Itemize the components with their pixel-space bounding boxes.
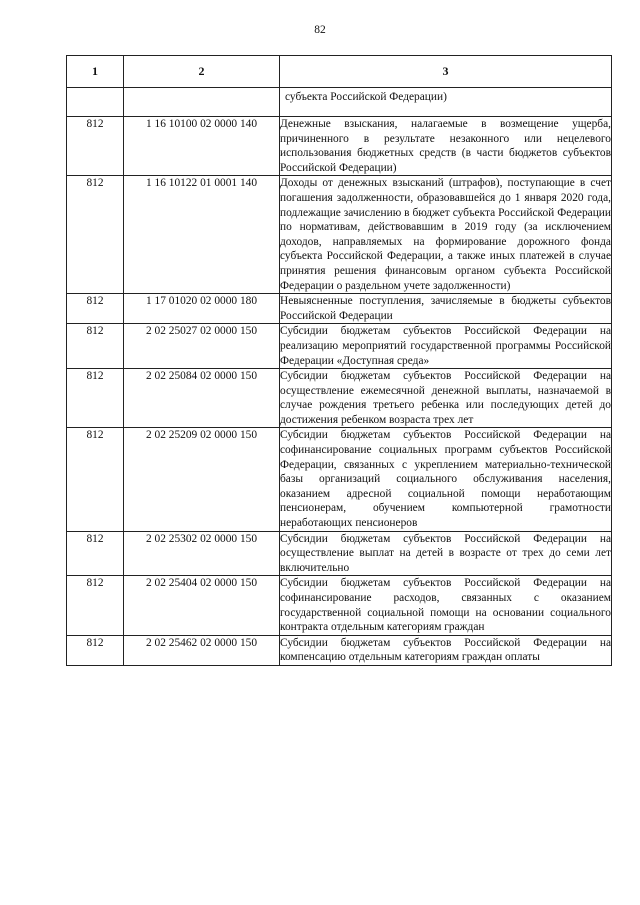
budget-code-cell: 1 17 01020 02 0000 180 [124,294,280,324]
revenue-codes-table [66,55,612,666]
header-col-2: 2 [124,56,280,88]
admin-code-cell: 812 [67,369,124,428]
continuation-row [67,88,612,117]
budget-code-cell: 2 02 25209 02 0000 150 [124,428,280,531]
table-row [67,576,612,635]
table-row [67,369,612,428]
table-row [67,324,612,369]
revenue-description-cell: Субсидии бюджетам субъектов Российской Федерации на софинансирование расходов, связанных с оказанием государственной социальной помощи на основании социального контракта отдельным категориям граждан [280,576,612,635]
budget-code-cell: 1 16 10122 01 0001 140 [124,176,280,294]
budget-code-cell: 2 02 25084 02 0000 150 [124,369,280,428]
budget-code-cell: 2 02 25404 02 0000 150 [124,576,280,635]
table-row [67,176,612,294]
budget-code-cell: 1 16 10100 02 0000 140 [124,117,280,176]
revenue-description-cell: Субсидии бюджетам субъектов Российской Федерации на компенсацию отдельным категориям граждан оплаты [280,635,612,665]
table-row [67,531,612,576]
revenue-description-cell: Субсидии бюджетам субъектов Российской Федерации на софинансирование социальных программ субъектов Российской Федерации, связанных с укреплением материально-технической базы организаций социального обслуживания населения, оказанием адресной социальной помощи неработающим пенсионерам, обучением компьютерной грамотности неработающих пенсионеров [280,428,612,531]
page-number: 82 [314,24,326,36]
revenue-description-cell: Невыясненные поступления, зачисляемые в бюджеты субъектов Российской Федерации [280,294,612,324]
continuation-col-3: субъекта Российской Федерации) [280,88,612,117]
budget-code-cell: 2 02 25462 02 0000 150 [124,635,280,665]
header-col-3: 3 [280,56,612,88]
admin-code-cell: 812 [67,117,124,176]
table-row [67,428,612,531]
table-header-row [67,56,612,88]
admin-code-cell: 812 [67,428,124,531]
admin-code-cell: 812 [67,531,124,576]
revenue-description-cell: Субсидии бюджетам субъектов Российской Федерации на осуществление выплат на детей в возрасте от трех до семи лет включительно [280,531,612,576]
admin-code-cell: 812 [67,176,124,294]
revenue-description-cell: Денежные взыскания, налагаемые в возмещение ущерба, причиненного в результате незаконного или нецелевого использования бюджетных средств (в части бюджетов субъектов Российской Федерации) [280,117,612,176]
admin-code-cell: 812 [67,576,124,635]
admin-code-cell: 812 [67,294,124,324]
admin-code-cell: 812 [67,324,124,369]
budget-code-cell: 2 02 25027 02 0000 150 [124,324,280,369]
revenue-description-cell: Субсидии бюджетам субъектов Российской Федерации на реализацию мероприятий государственной программы Российской Федерации «Доступная среда» [280,324,612,369]
table-row [67,635,612,665]
budget-code-cell: 2 02 25302 02 0000 150 [124,531,280,576]
header-col-1: 1 [67,56,124,88]
revenue-description-cell: Доходы от денежных взысканий (штрафов), поступающие в счет погашения задолженности, образовавшейся до 1 января 2020 года, подлежащие зачислению в бюджет субъекта Российской Федерации по нормативам, действовавшим в 2019 году (за исключением доходов, направляемых на формирование дорожного фонда субъекта Российской Федерации, а также иных платежей в случае принятия решения финансовым органом субъекта Российской Федерации о раздельном учете задолженности) [280,176,612,294]
continuation-col-2 [124,88,280,117]
revenue-description-cell: Субсидии бюджетам субъектов Российской Федерации на осуществление ежемесячной денежной выплаты, назначаемой в случае рождения третьего ребенка или последующих детей до достижения ребенком возраста трех лет [280,369,612,428]
continuation-col-1 [67,88,124,117]
table-row [67,294,612,324]
table-row [67,117,612,176]
admin-code-cell: 812 [67,635,124,665]
